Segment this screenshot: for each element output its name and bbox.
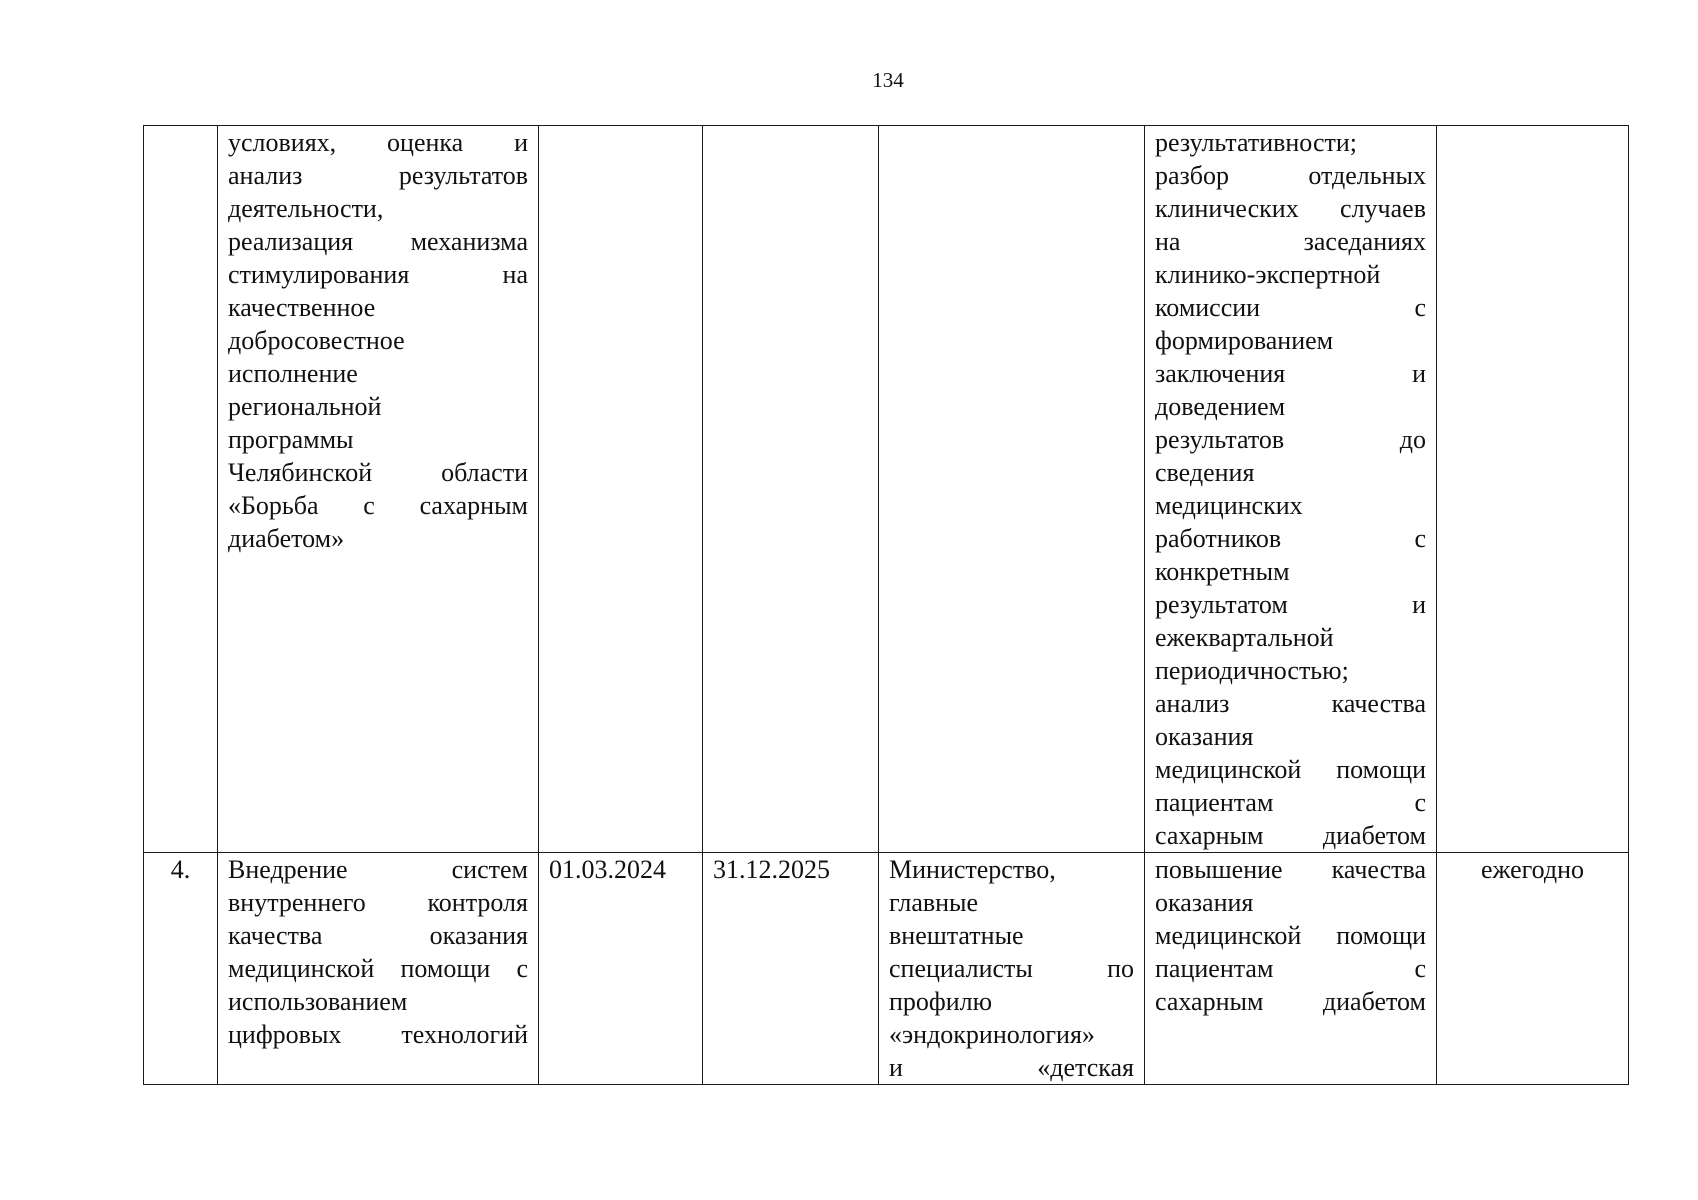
responsible-cell <box>879 126 1145 853</box>
cell-text-line: «эндокринология» <box>889 1020 1095 1049</box>
cell-text-line: профилю <box>889 987 993 1016</box>
start-date-cell <box>539 126 703 853</box>
cell-text-line: пациентам с <box>1155 954 1426 983</box>
cell-text-line: формированием <box>1155 326 1334 355</box>
end-date-cell <box>703 126 879 853</box>
cell-text-line: условиях, оценка и <box>228 128 528 157</box>
cell-text-line: разбор отдельных <box>1155 161 1426 190</box>
cell-text-line: исполнение <box>228 359 358 388</box>
cell-text-line: оказания <box>1155 888 1254 917</box>
periodicity-cell <box>1437 126 1629 853</box>
page-number: 134 <box>872 68 904 92</box>
cell-text-line: заключения и <box>1155 359 1426 388</box>
table-row-4 <box>144 853 1629 1085</box>
cell-text-line: Внедрение систем <box>228 855 528 884</box>
cell-text-line: ежеквартальной <box>1155 623 1334 652</box>
row-number-cell <box>144 126 218 853</box>
cell-text-line: сведения <box>1155 458 1255 487</box>
cell-text-line: результатов до <box>1155 425 1426 454</box>
cell-text-line: стимулирования на <box>228 260 528 289</box>
result-cell <box>1145 126 1437 853</box>
cell-text-line: периодичностью; <box>1155 656 1349 685</box>
cell-text-line: добросовестное <box>228 326 405 355</box>
cell-text-line: качества оказания <box>228 921 528 950</box>
row-number-cell: 4. <box>144 853 218 1085</box>
measure-name-cell <box>218 126 539 853</box>
cell-text-line: реализация механизма <box>228 227 528 256</box>
cell-text-line: результативности; <box>1155 128 1357 157</box>
cell-text-line: программы <box>228 425 354 454</box>
cell-text-line: анализ качества <box>1155 689 1426 718</box>
cell-text-line: повышение качества <box>1155 855 1426 884</box>
cell-text-line: «Борьба с сахарным <box>228 491 528 520</box>
cell-text-line: Министерство, <box>889 855 1056 884</box>
measures-table <box>143 125 1629 1085</box>
result-cell <box>1145 853 1437 1085</box>
cell-text-line: медицинской помощи <box>1155 755 1426 784</box>
cell-text-line: конкретным <box>1155 557 1290 586</box>
cell-text-line: сахарным диабетом <box>1155 821 1426 850</box>
cell-text-line: анализ результатов <box>228 161 528 190</box>
cell-text-line: сахарным диабетом <box>1155 987 1426 1016</box>
cell-text-line: клинико-экспертной <box>1155 260 1381 289</box>
responsible-cell <box>879 853 1145 1085</box>
cell-text-line: клинических случаев <box>1155 194 1426 223</box>
cell-text-line: Челябинской области <box>228 458 528 487</box>
periodicity-cell: ежегодно <box>1437 853 1629 1085</box>
table-row-continued <box>144 126 1629 853</box>
cell-text-line: качественное <box>228 293 376 322</box>
cell-text-line: доведением <box>1155 392 1286 421</box>
cell-text-line: внутреннего контроля <box>228 888 528 917</box>
cell-text-line: оказания <box>1155 722 1254 751</box>
cell-text-line: комиссии с <box>1155 293 1426 322</box>
cell-text-line: и «детская <box>889 1053 1134 1082</box>
cell-text-line: диабетом» <box>228 524 345 553</box>
cell-text-line: цифровых технологий <box>228 1020 528 1049</box>
measure-name-cell <box>218 853 539 1085</box>
cell-text-line: главные <box>889 888 979 917</box>
start-date-cell: 01.03.2024 <box>539 853 703 1085</box>
cell-text-line: специалисты по <box>889 954 1134 983</box>
cell-text-line: региональной <box>228 392 382 421</box>
cell-text-line: результатом и <box>1155 590 1426 619</box>
cell-text-line: медицинской помощи <box>1155 921 1426 950</box>
cell-text-line: деятельности, <box>228 194 384 223</box>
cell-text-line: использованием <box>228 987 408 1016</box>
cell-text-line: медицинской помощи с <box>228 954 528 983</box>
end-date-cell: 31.12.2025 <box>703 853 879 1085</box>
cell-text-line: медицинских <box>1155 491 1303 520</box>
cell-text-line: пациентам с <box>1155 788 1426 817</box>
cell-text-line: работников с <box>1155 524 1426 553</box>
cell-text-line: внештатные <box>889 921 1024 950</box>
cell-text-line: на заседаниях <box>1155 227 1426 256</box>
